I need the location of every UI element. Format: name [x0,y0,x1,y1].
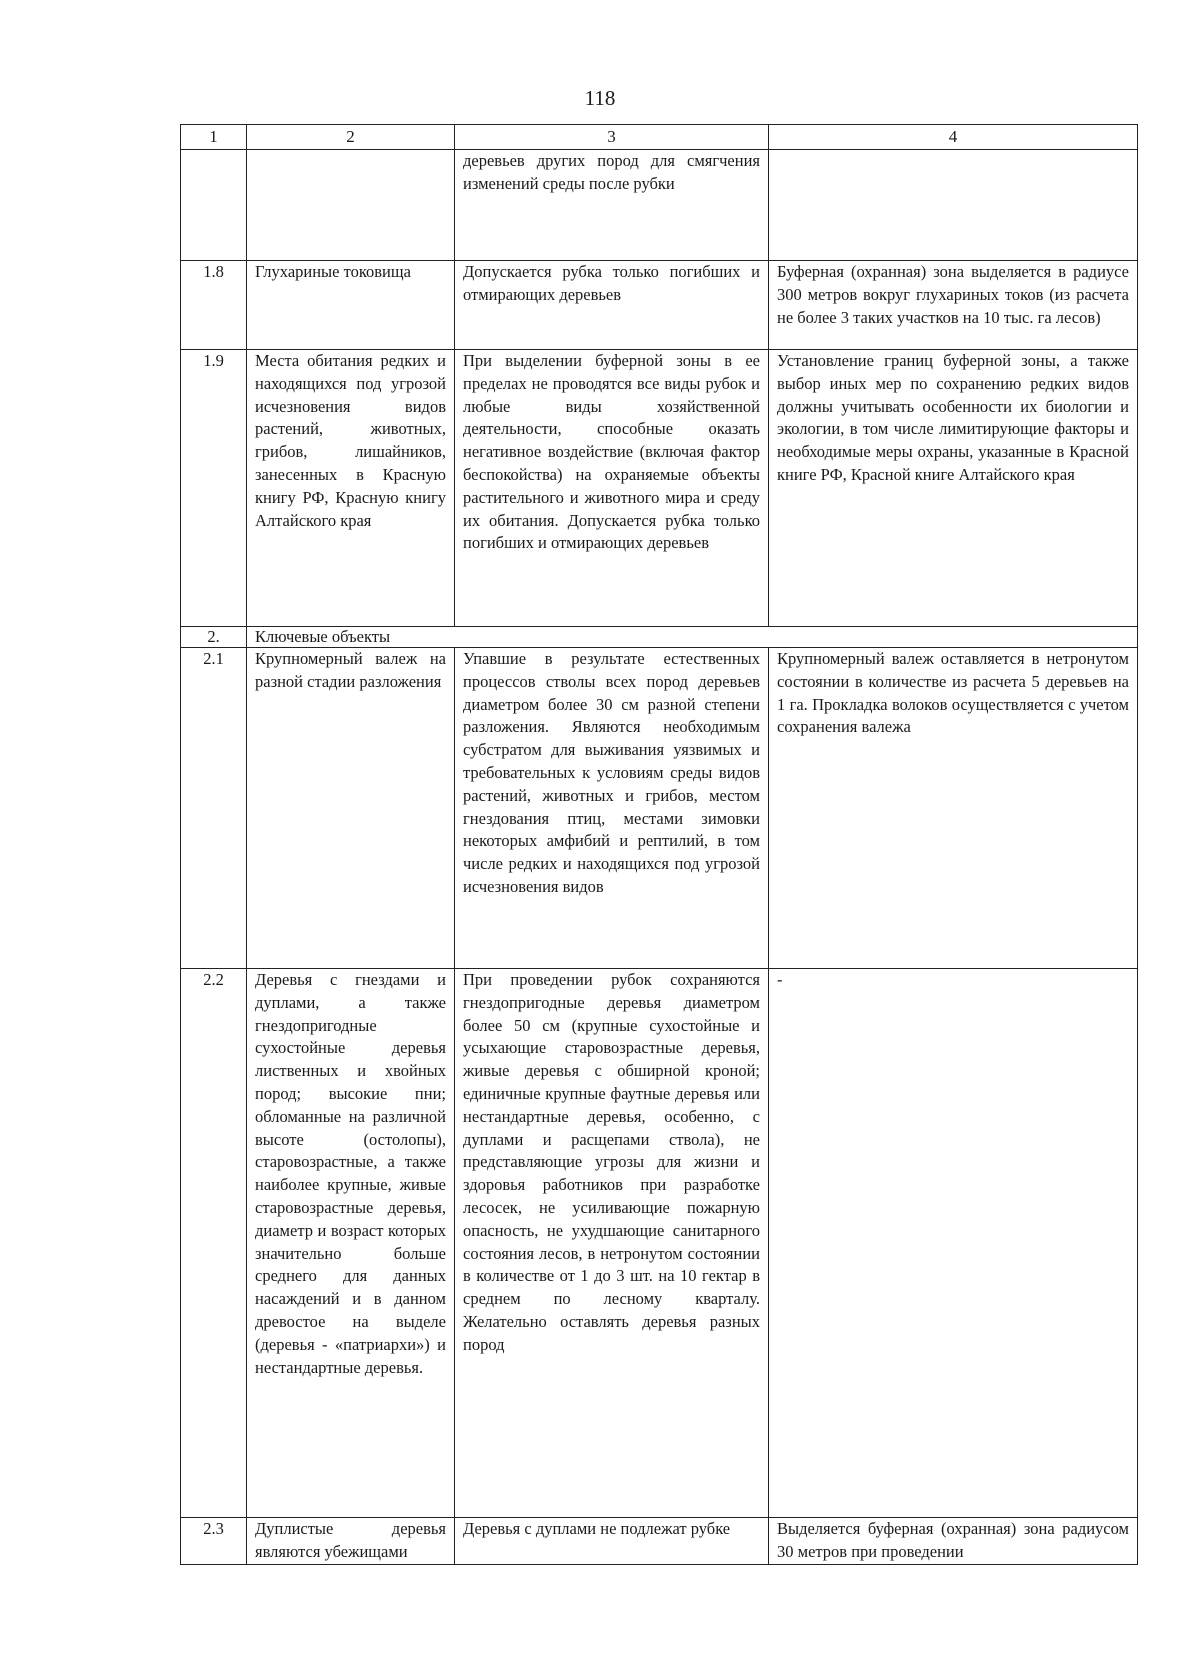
table-row [181,648,1138,969]
header-col-4: 4 [769,125,1138,150]
regime-cell: При выделении буферной зоны в ее пределах не проводятся все виды рубок и любые виды хозяйственной деятельности, способные оказать негативное воздействие (включая фактор беспокойства) на охраняемые объекты растительного и животного мира и среду их обитания. Допускается рубка только погибших и отмирающих деревьев [455,350,769,627]
measures-cell: Буферная (охранная) зона выделяется в радиусе 300 метров вокруг глухариных токов (из расчета не более 3 таких участков на 10 тыс. га лесов) [769,261,1138,350]
object-cell: Места обитания редких и находящихся под угрозой исчезновения видов растений, животных, грибов, лишайников, занесенных в Красную книгу РФ, Красную книгу Алтайского края [247,350,455,627]
measures-cell: Выделяется буферная (охранная) зона радиусом 30 метров при проведении [769,1518,1138,1565]
object-cell: Дуплистые деревья являются убежищами [247,1518,455,1565]
table-row [181,150,1138,261]
row-number: 2.2 [181,969,247,1518]
row-number: 1.8 [181,261,247,350]
table-row [181,1518,1138,1565]
section-title: Ключевые объекты [247,627,1138,648]
regime-cell: деревьев других пород для смягчения изменений среды после рубки [455,150,769,261]
page-number: 118 [584,86,616,110]
row-number [181,150,247,261]
measures-cell [769,150,1138,261]
object-cell: Крупномерный валеж на разной стадии разложения [247,648,455,969]
header-col-2: 2 [247,125,455,150]
regime-cell: Допускается рубка только погибших и отмирающих деревьев [455,261,769,350]
section-row [181,627,1138,648]
object-cell: Деревья с гнездами и дуплами, а также гнездопригодные сухостойные деревья лиственных и хвойных пород; высокие пни; обломанные на различной высоте (остолопы), старовозрастные, а также наиболее крупные, живые старовозрастные деревья, диаметр и возраст которых значительно больше среднего для данных насаждений и в данном древостое на выделе (деревья - «патриархи») и нестандартные деревья. [247,969,455,1518]
regime-cell: При проведении рубок сохраняются гнездопригодные деревья диаметром более 50 см (крупные сухостойные и усыхающие старовозрастные деревья, живые деревья с обширной кроной; единичные крупные фаутные деревья или нестандартные деревья, особенно, с дуплами и расщепами ствола), не представляющие угрозы для жизни и здоровья работников при разработке лесосек, не усиливающие пожарную опасность, не ухудшающие санитарного состояния лесов, в нетронутом состоянии в количестве от 1 до 3 шт. на 10 гектар в среднем по лесному кварталу. Желательно оставлять деревья разных пород [455,969,769,1518]
document-table [180,124,1138,1565]
object-cell: Глухариные токовища [247,261,455,350]
header-col-3: 3 [455,125,769,150]
row-number: 2.3 [181,1518,247,1565]
header-col-1: 1 [181,125,247,150]
row-number: 1.9 [181,350,247,627]
section-number: 2. [181,627,247,648]
measures-cell: - [769,969,1138,1518]
measures-cell: Установление границ буферной зоны, а также выбор иных мер по сохранению редких видов должны учитывать особенности их биологии и экологии, в том числе лимитирующие факторы и необходимые меры охраны, указанные в Красной книге РФ, Красной книге Алтайского края [769,350,1138,627]
regime-cell: Упавшие в результате естественных процессов стволы всех пород деревьев диаметром более 30 см разной степени разложения. Являются необходимым субстратом для выживания уязвимых и требовательных к условиям среды видов растений, животных и грибов, местом гнездования птиц, местами зимовки некоторых амфибий и рептилий, в том числе редких и находящихся под угрозой исчезновения видов [455,648,769,969]
measures-cell: Крупномерный валеж оставляется в нетронутом состоянии в количестве из расчета 5 деревьев на 1 га. Прокладка волоков осуществляется с учетом сохранения валежа [769,648,1138,969]
table-row [181,969,1138,1518]
row-number: 2.1 [181,648,247,969]
regime-cell: Деревья с дуплами не подлежат рубке [455,1518,769,1565]
table-row [181,261,1138,350]
table-header-row [181,125,1138,150]
table-row [181,350,1138,627]
object-cell [247,150,455,261]
